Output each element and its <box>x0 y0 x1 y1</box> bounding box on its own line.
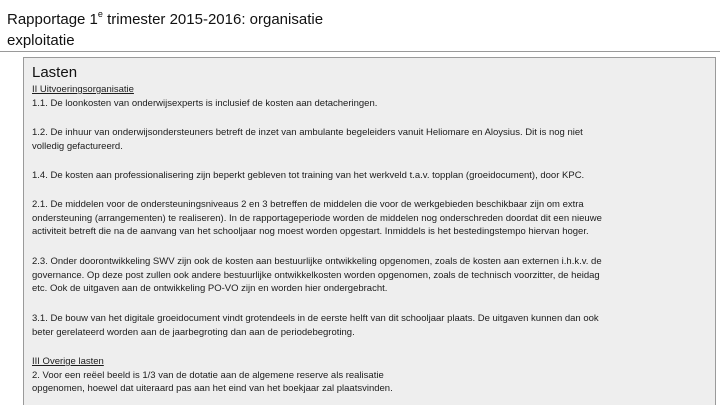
title-line-2: exploitatie <box>7 32 75 49</box>
paragraph-line: ondersteuning (arrangementen) te realiseren). In de rapportageperiode worden de middelen nog onderschreden doordat dit een nieuwe <box>32 212 602 224</box>
paragraph-line: activiteit betreft die na de aanvang van het schooljaar nog moest worden opgestart. Inmiddels is het bestedingstempo hiervan hoger. <box>32 226 589 238</box>
paragraph-1-4 <box>32 169 708 183</box>
title-superscript: e <box>97 9 103 19</box>
paragraph-overige-lasten <box>32 355 708 396</box>
paragraph-line: governance. Op deze post zullen ook andere bestuurlijke ontwikkelkosten worden opgenomen, zoals de technisch voorzitter, de heidag <box>32 269 600 281</box>
paragraph-line: 2.1. De middelen voor de ondersteuningsniveaus 2 en 3 betreffen de middelen die voor de werkgebieden beschikbaar zijn om extra <box>32 199 584 210</box>
paragraph-line: volledig gefactureerd. <box>32 140 123 152</box>
subheading-overige-lasten: III Overige lasten <box>32 356 104 367</box>
section-heading-lasten: Lasten <box>32 64 78 81</box>
subheading-uitvoeringsorganisatie: II Uitvoeringsorganisatie <box>32 84 134 95</box>
paragraph-line: 3.1. De bouw van het digitale groeidocument vindt grotendeels in de eerste helft van dit schooljaar plaats. De uitgaven kunnen dan ook <box>32 313 599 324</box>
content-box <box>23 57 716 405</box>
paragraph-1-2 <box>32 126 708 153</box>
paragraph-line: etc. Ook de uitgaven aan de ontwikkeling PO-VO zijn en worden hier ondergebracht. <box>32 283 388 295</box>
title-text-rest: trimester 2015-2016: organisatie <box>102 11 324 28</box>
paragraph-uitvoeringsorganisatie <box>32 83 708 110</box>
paragraph-line: 2.3. Onder doorontwikkeling SWV zijn ook de kosten aan bestuurlijke ontwikkeling opgenomen, zoals de kosten aan externen i.h.k.v. de <box>32 256 602 267</box>
paragraph-line: 1.2. De inhuur van onderwijsondersteuners betreft de inzet van ambulante begeleiders vanuit Heliomare en Aloysius. Dit is nog niet <box>32 127 583 138</box>
paragraph-line: beter gerelateerd worden aan de jaarbegroting dan aan de periodebegroting. <box>32 326 355 338</box>
title-text: Rapportage 1 <box>7 11 98 28</box>
paragraph-line: 2. Voor een reëel beeld is 1/3 van de dotatie aan de algemene reserve als realisatie <box>32 369 384 381</box>
paragraph-line: 1.4. De kosten aan professionalisering zijn beperkt gebleven tot training van het werkveld t.a.v. topplan (groeidocument), door KPC. <box>32 170 585 181</box>
paragraph-line: opgenomen, hoewel dat uiteraard pas aan het eind van het boekjaar zal plaatsvinden. <box>32 383 393 395</box>
paragraph-1-1: 1.1. De loonkosten van onderwijsexperts is inclusief de kosten aan detacheringen. <box>32 97 378 109</box>
slide-title <box>7 5 323 51</box>
paragraph-2-1 <box>32 198 708 239</box>
paragraph-2-3 <box>32 255 708 296</box>
title-line-1 <box>7 5 323 30</box>
paragraph-3-1 <box>32 312 708 339</box>
title-divider <box>0 51 720 52</box>
